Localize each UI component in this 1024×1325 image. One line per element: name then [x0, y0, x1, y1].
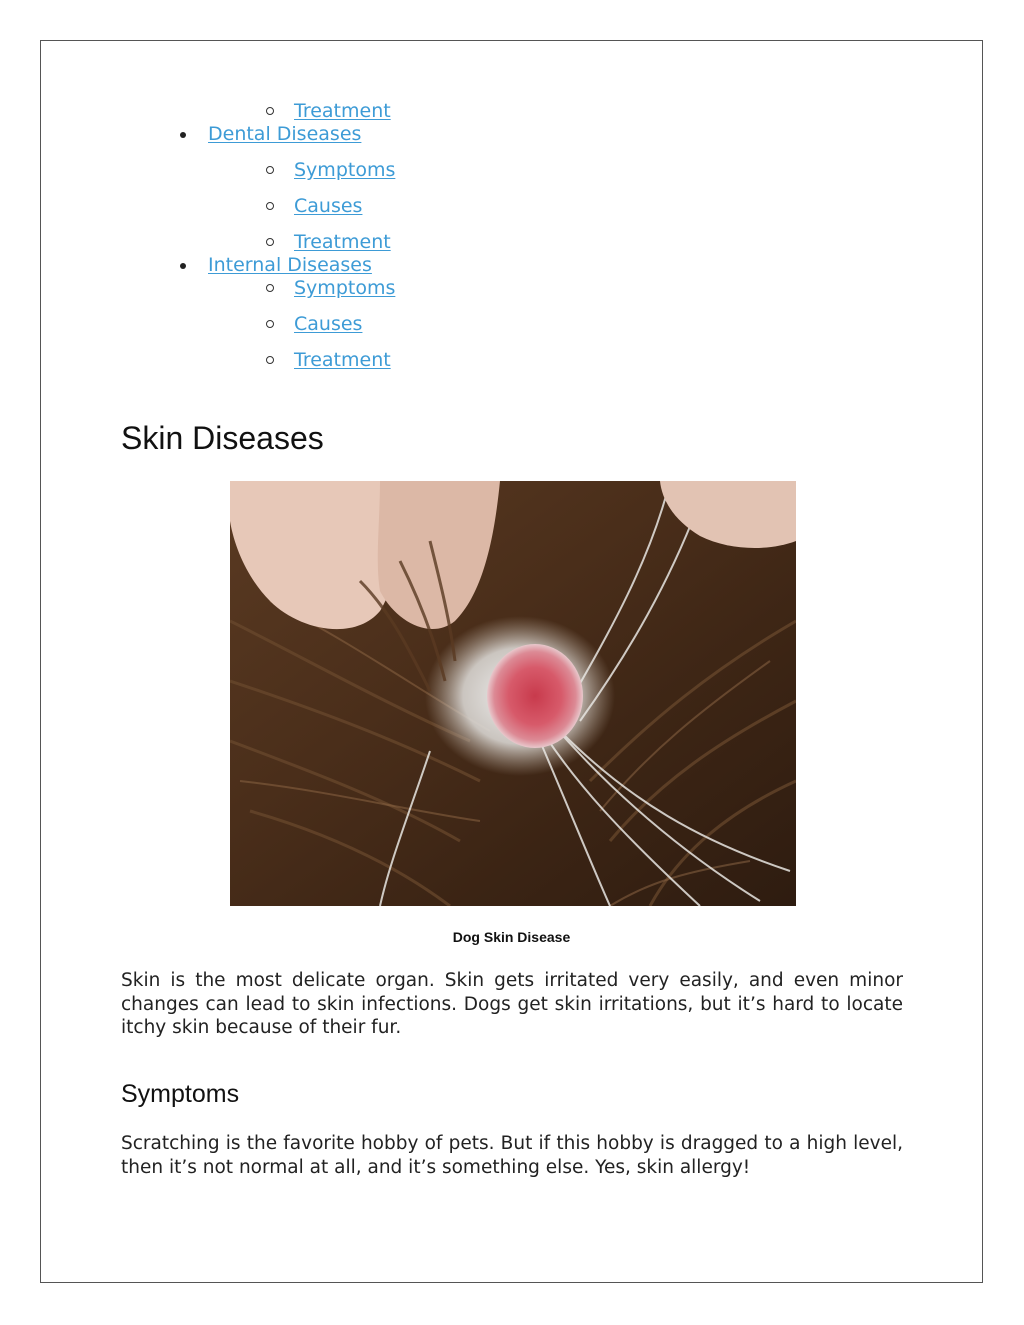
bullet-icon — [180, 132, 186, 138]
toc-item-dental-causes — [294, 194, 362, 218]
section-heading-skin-diseases: Skin Diseases — [121, 420, 324, 456]
skin-intro-paragraph: Skin is the most delicate organ. Skin gets irritated very easily, and even minor changes can lead to skin infections. Dogs get skin irritations, but it’s hard to locate itchy skin because of their fur. — [121, 970, 903, 1038]
figure-caption: Dog Skin Disease — [452, 929, 571, 945]
symptoms-paragraph: Scratching is the favorite hobby of pets. But if this hobby is dragged to a high level, then it’s not normal at all, and it’s something else. Yes, skin allergy! — [121, 1133, 903, 1178]
toc-item-dental-treatment — [294, 230, 391, 254]
toc-link-treatment[interactable]: Treatment — [294, 231, 391, 253]
toc-item-internal-diseases — [208, 253, 372, 277]
toc-link-treatment[interactable]: Treatment — [294, 100, 391, 122]
hollow-bullet-icon — [266, 107, 274, 115]
toc-item-dental-diseases — [208, 122, 361, 146]
toc-link-treatment[interactable]: Treatment — [294, 349, 391, 371]
toc-link-internal-diseases[interactable]: Internal Diseases — [208, 254, 372, 276]
hollow-bullet-icon — [266, 166, 274, 174]
hollow-bullet-icon — [266, 356, 274, 364]
hollow-bullet-icon — [266, 320, 274, 328]
hollow-bullet-icon — [266, 202, 274, 210]
toc-item-treatment-skin — [294, 99, 391, 123]
section-heading-symptoms: Symptoms — [121, 1080, 240, 1108]
toc-link-causes[interactable]: Causes — [294, 313, 363, 335]
toc-link-causes[interactable]: Causes — [294, 195, 363, 217]
page-frame — [40, 40, 983, 1283]
toc-item-internal-causes — [294, 312, 362, 336]
toc-link-symptoms[interactable]: Symptoms — [294, 277, 396, 299]
hollow-bullet-icon — [266, 284, 274, 292]
toc-link-symptoms[interactable]: Symptoms — [294, 159, 396, 181]
dog-skin-photo — [230, 481, 796, 906]
toc-item-internal-symptoms — [294, 276, 395, 300]
hollow-bullet-icon — [266, 238, 274, 246]
bullet-icon — [180, 263, 186, 269]
toc-link-dental-diseases[interactable]: Dental Diseases — [208, 123, 362, 145]
toc-item-dental-symptoms — [294, 158, 395, 182]
toc-item-internal-treatment — [294, 348, 391, 372]
